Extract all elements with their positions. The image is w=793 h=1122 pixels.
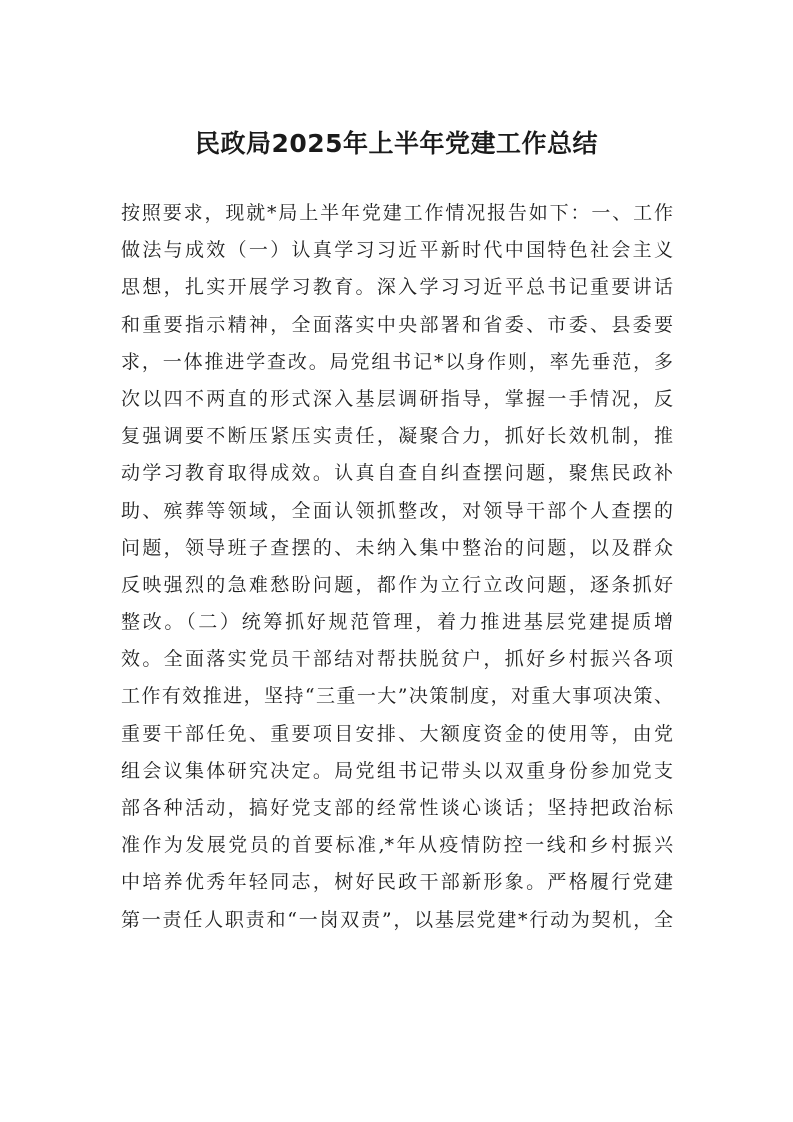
document-body	[121, 195, 673, 939]
body-line: 次以四不两直的形式深入基层调研指导，掌握一手情况，反	[121, 387, 673, 410]
body-line: 第一责任人职责和“一岗双责”，以基层党建*行动为契机，全	[121, 908, 673, 931]
body-line: 工作有效推进，坚持“三重一大”决策制度，对重大事项决策、	[121, 685, 673, 708]
body-line: 准作为发展党员的首要标准,*年从疫情防控一线和乡村振兴	[121, 834, 673, 857]
body-line: 中培养优秀年轻同志，树好民政干部新形象。严格履行党建	[121, 871, 673, 894]
body-line: 组会议集体研究决定。局党组书记带头以双重身份参加党支	[121, 759, 673, 782]
body-line: 复强调要不断压紧压实责任，凝聚合力，抓好长效机制，推	[121, 425, 673, 448]
body-line: 重要干部任免、重要项目安排、大额度资金的使用等，由党	[121, 722, 673, 745]
body-line: 反映强烈的急难愁盼问题，都作为立行立改问题，逐条抓好	[121, 573, 673, 596]
body-line: 效。全面落实党员干部结对帮扶脱贫户，抓好乡村振兴各项	[121, 648, 673, 671]
document-title: 民政局2025年上半年党建工作总结	[194, 129, 599, 158]
body-line: 助、殡葬等领域，全面认领抓整改，对领导干部个人查摆的	[121, 499, 673, 522]
body-line: 问题，领导班子查摆的、未纳入集中整治的问题，以及群众	[121, 536, 673, 559]
body-line: 按照要求，现就*局上半年党建工作情况报告如下：一、工作	[121, 202, 673, 224]
body-line: 做法与成效（一）认真学习习近平新时代中国特色社会主义	[121, 239, 673, 262]
body-line: 和重要指示精神，全面落实中央部署和省委、市委、县委要	[121, 313, 673, 336]
body-line: 部各种活动，搞好党支部的经常性谈心谈话；坚持把政治标	[121, 797, 673, 819]
body-line: 求，一体推进学查改。局党组书记*以身作则，率先垂范，多	[121, 350, 673, 373]
body-line: 动学习教育取得成效。认真自查自纠查摆问题，聚焦民政补	[121, 462, 673, 485]
body-line: 思想，扎实开展学习教育。深入学习习近平总书记重要讲话	[121, 276, 673, 299]
body-line: 整改。（二）统筹抓好规范管理，着力推进基层党建提质增	[121, 611, 673, 634]
